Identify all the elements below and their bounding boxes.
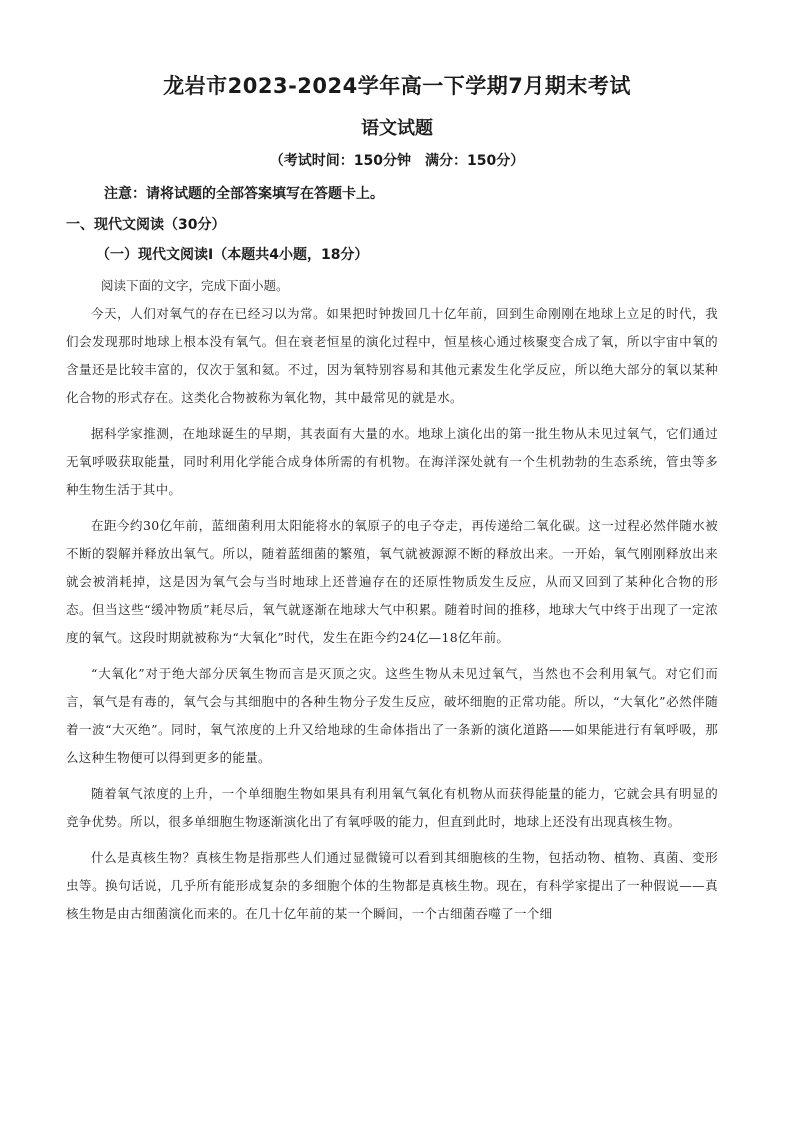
exam-notice: 注意：请将试题的全部答案填写在答题卡上。 bbox=[104, 186, 384, 202]
passage-paragraph-2: 据科学家推测，在地球诞生的早期，其表面有大量的水。地球上演化出的第一批生物从未见过氧气，它们通过无氧呼吸获取能量，同时利用化学能合成身体所需的有机物。在海洋深处就有一个生机勃勃的生态系统，管虫等多种生物生活于其中。 bbox=[66, 426, 718, 497]
passage-paragraph-6: 什么是真核生物？真核生物是指那些人们通过显微镜可以看到其细胞核的生物，包括动物、植物、真菌、变形虫等。换句话说，几乎所有能形成复杂的多细胞个体的生物都是真核生物。现在，有科学家提出了一种假说——真核生物是由古细菌演化而来的。在几十亿年前的某一个瞬间，一个古细菌吞噬了一个细 bbox=[66, 850, 718, 921]
reading-passage bbox=[66, 300, 718, 936]
reading-instruction: 阅读下面的文字，完成下面小题。 bbox=[101, 278, 289, 293]
subsection-heading: （一）现代文阅读Ⅰ（本题共4小题，18分） bbox=[96, 247, 369, 263]
passage-paragraph-3: 在距今约30亿年前，蓝细菌利用太阳能将水的氧原子的电子夺走，再传递给二氧化碳。这一过程必然伴随水被不断的裂解并释放出氧气。所以，随着蓝细菌的繁殖，氧气就被源源不断的释放出来。一开始，氧气刚刚释放出来就会被消耗掉，这是因为氧气会与当时地球上还普遍存在的还原性物质发生反应，从而又回到了某种化合物的形态。但当这些“缓冲物质”耗尽后，氧气就逐渐在地球大气中积累。随着时间的推移，地球大气中终于出现了一定浓度的氧气。这段时期就被称为“大氧化”时代，发生在距今约24亿—18亿年前。 bbox=[66, 518, 718, 645]
exam-time-and-score: （考试时间：150分钟 满分：150分） bbox=[269, 153, 525, 169]
passage-paragraph-5: 随着氧气浓度的上升，一个单细胞生物如果具有利用氧气氧化有机物从而获得能量的能力，它就会具有明显的竞争优势。所以，很多单细胞生物逐渐演化出了有氧呼吸的能力，但直到此时，地球上还没有出现真核生物。 bbox=[66, 786, 718, 829]
exam-subtitle: 语文试题 bbox=[361, 118, 433, 139]
exam-title: 龙岩市2023-2024学年高一下学期7月期末考试 bbox=[163, 74, 631, 98]
passage-paragraph-4: “大氧化”对于绝大部分厌氧生物而言是灭顶之灾。这些生物从未见过氧气，当然也不会利用氧气。对它们而言，氧气是有毒的，氧气会与其细胞中的各种生物分子发生反应，破坏细胞的正常功能。所以，“大氧化”必然伴随着一波“大灭绝”。同时，氧气浓度的上升又给地球的生命体指出了一条新的演化道路——如果能进行有氧呼吸，那么这种生物便可以得到更多的能量。 bbox=[66, 666, 718, 765]
passage-paragraph-1: 今天，人们对氧气的存在已经习以为常。如果把时钟拨回几十亿年前，回到生命刚刚在地球上立足的时代，我们会发现那时地球上根本没有氧气。但在衰老恒星的演化过程中，恒星核心通过核聚变合成了氧，所以宇宙中氧的含量还是比较丰富的，仅次于氢和氦。不过，因为氧特别容易和其他元素发生化学反应，所以绝大部分的氧以某种化合物的形式存在。这类化合物被称为氧化物，其中最常见的就是水。 bbox=[66, 306, 718, 405]
section-heading: 一、现代文阅读（30分） bbox=[66, 217, 226, 233]
